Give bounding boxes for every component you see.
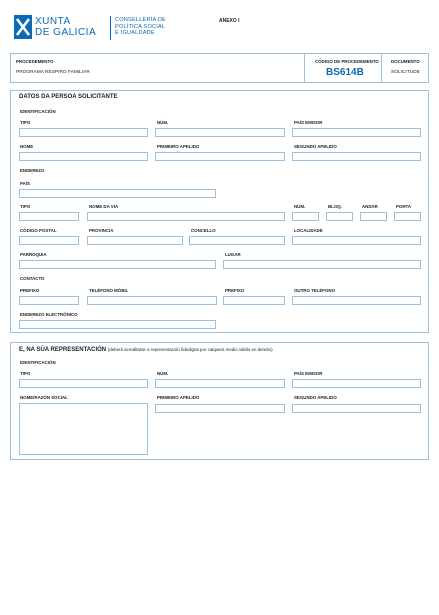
solicitante-section <box>10 90 429 333</box>
telefono-mobil-label: TELÉFONO MÓBIL <box>89 288 129 293</box>
enderezo-electronico-field[interactable] <box>19 320 216 329</box>
primeiro-apelido-label: PRIMEIRO APELIDO <box>157 144 200 149</box>
prefixo2-label: PREFIXO <box>225 288 245 293</box>
rep-segundo-apelido-field[interactable] <box>292 404 421 413</box>
procedemento-value: PROGRAMA RESPIRO FAMILIAR <box>16 70 90 75</box>
logo-conselleria: CONSELLERÍA DE POLÍTICA SOCIAL E IGUALDADE <box>115 17 166 37</box>
num-label: NÚM. <box>157 120 169 125</box>
codigo-postal-field[interactable] <box>19 236 79 245</box>
xunta-logo <box>14 14 174 44</box>
section-title: DATOS DA PERSOA SOLICITANTE <box>19 94 118 100</box>
tipo-label: TIPO <box>20 120 31 125</box>
porta-label: PORTA <box>396 204 412 209</box>
logo-separator <box>110 16 111 40</box>
tipo-label: TIPO <box>20 371 31 376</box>
telefono-mobil-field[interactable] <box>87 296 217 305</box>
codigo-label: CÓDIGO DE PROCEDEMENTO <box>315 59 379 64</box>
tipo-field[interactable] <box>19 128 148 137</box>
segundo-apelido-label: SEGUNDO APELIDO <box>294 395 337 400</box>
rep-tipo-field[interactable] <box>19 379 148 388</box>
bloq-field[interactable] <box>326 212 353 221</box>
logo-wordmark: XUNTA DE GALICIA <box>35 16 97 38</box>
procedure-header <box>10 53 429 83</box>
section-note: (deberá acreditarse a representación fidedigna por calquera medio válido en dereito) <box>107 347 273 352</box>
enderezo-label: ENDEREZO <box>20 168 45 173</box>
pais-emisor-label: PAÍS EMISOR <box>294 120 323 125</box>
procedemento-label: PROCEDEMENTO <box>16 59 54 64</box>
enderezo-electronico-label: ENDEREZO ELECTRÓNICO <box>20 312 78 317</box>
localidade-label: LOCALIDADE <box>294 228 323 233</box>
nome-via-field[interactable] <box>87 212 285 221</box>
tipo-via-field[interactable] <box>19 212 79 221</box>
codigo-postal-label: CÓDIGO POSTAL <box>20 228 57 233</box>
lugar-label: LUGAR <box>225 252 241 257</box>
rep-primeiro-apelido-field[interactable] <box>155 404 285 413</box>
andar-field[interactable] <box>360 212 387 221</box>
xunta-emblem-icon <box>14 15 32 39</box>
pais-field[interactable] <box>19 189 216 198</box>
outro-telefono-field[interactable] <box>292 296 421 305</box>
provincia-field[interactable] <box>87 236 183 245</box>
localidade-field[interactable] <box>292 236 421 245</box>
tipo-via-label: TIPO <box>20 204 31 209</box>
prefixo2-field[interactable] <box>223 296 285 305</box>
documento-value: SOLICITUDE <box>391 70 420 75</box>
pais-emisor-field[interactable] <box>292 128 421 137</box>
andar-label: ANDAR <box>362 204 378 209</box>
pais-label: PAÍS <box>20 181 30 186</box>
prefixo-field[interactable] <box>19 296 79 305</box>
primeiro-apelido-field[interactable] <box>155 152 285 161</box>
rep-nome-razon-field[interactable] <box>19 403 148 455</box>
rep-num-field[interactable] <box>155 379 285 388</box>
contacto-label: CONTACTO <box>20 276 45 281</box>
segundo-apelido-label: SEGUNDO APELIDO <box>294 144 337 149</box>
concello-label: CONCELLO <box>191 228 216 233</box>
provincia-label: PROVINCIA <box>89 228 114 233</box>
nome-razon-label: NOME/RAZÓN SOCIAL <box>20 395 68 400</box>
parroquia-field[interactable] <box>19 260 216 269</box>
segundo-apelido-field[interactable] <box>292 152 421 161</box>
documento-label: DOCUMENTO <box>391 59 420 64</box>
identificacion-label: IDENTIFICACIÓN <box>20 360 56 365</box>
concello-field[interactable] <box>189 236 285 245</box>
num-field[interactable] <box>155 128 285 137</box>
porta-field[interactable] <box>394 212 421 221</box>
identificacion-label: IDENTIFICACIÓN <box>20 109 56 114</box>
outro-telefono-label: OUTRO TELÉFONO <box>294 288 335 293</box>
primeiro-apelido-label: PRIMEIRO APELIDO <box>157 395 200 400</box>
anexo-title: ANEXO I <box>219 18 240 24</box>
nome-via-label: NOME DA VÍA <box>89 204 119 209</box>
divider <box>381 54 382 82</box>
nome-label: NOME <box>20 144 34 149</box>
pais-emisor-label: PAÍS EMISOR <box>294 371 323 376</box>
section-title: E, NA SÚA REPRESENTACIÓN (deberá acreditarse a representación fidedigna por calquera medio válido en dereito) <box>19 347 273 353</box>
representacion-section <box>10 342 429 460</box>
num-via-field[interactable] <box>292 212 319 221</box>
lugar-field[interactable] <box>223 260 421 269</box>
bloq-label: BLOQ. <box>328 204 342 209</box>
prefixo-label: PREFIXO <box>20 288 40 293</box>
codigo-value: BS614B <box>326 67 364 78</box>
rep-pais-emisor-field[interactable] <box>292 379 421 388</box>
num-via-label: NÚM. <box>294 204 306 209</box>
divider <box>304 54 305 82</box>
nome-field[interactable] <box>19 152 148 161</box>
parroquia-label: PARROQUIA <box>20 252 47 257</box>
num-label: NÚM. <box>157 371 169 376</box>
